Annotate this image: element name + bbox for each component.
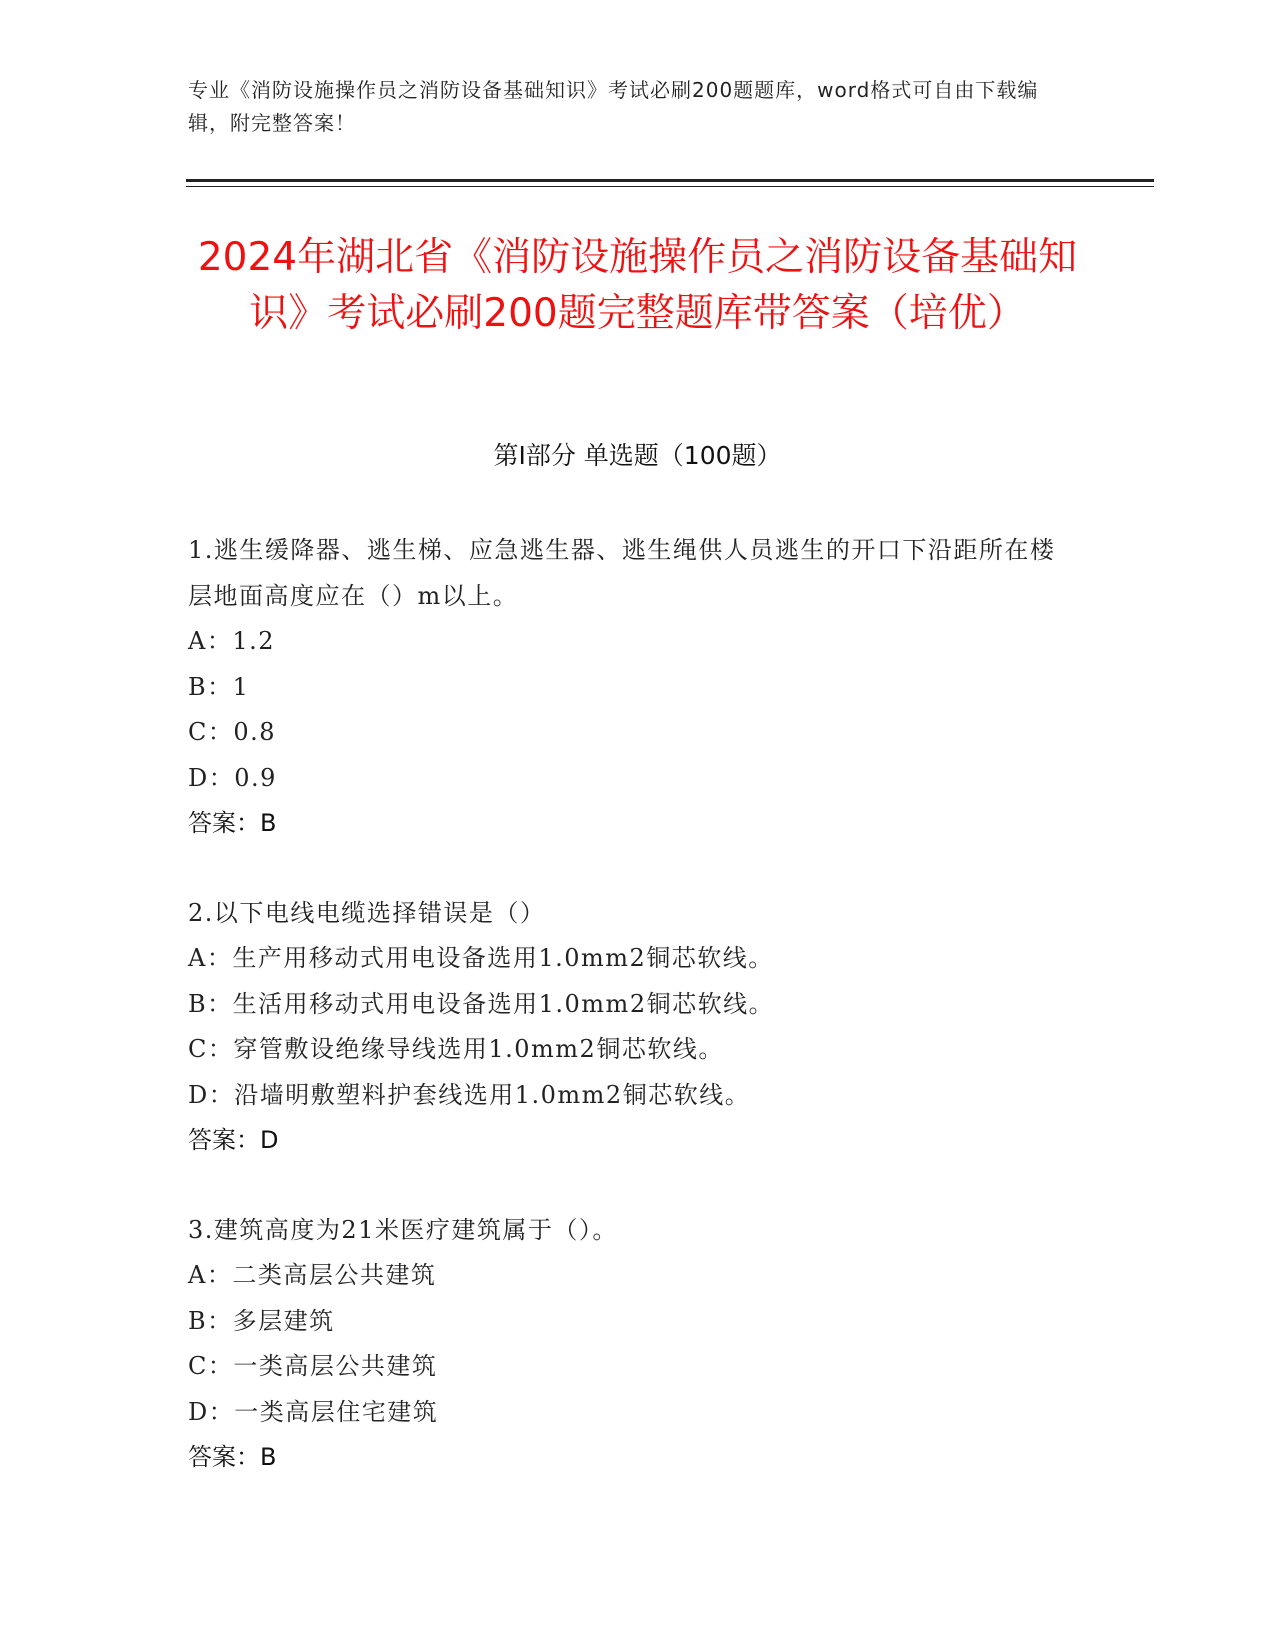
answer: 答案：D xyxy=(188,1126,279,1154)
header-rule-thin xyxy=(186,186,1154,187)
option-d: D：沿墙明敷塑料护套线选用1.0mm2铜芯软线。 xyxy=(188,1080,751,1109)
option-b: B：多层建筑 xyxy=(188,1306,335,1335)
question-2 xyxy=(188,891,1068,1164)
answer: 答案：B xyxy=(188,1443,277,1471)
option-a: A：生产用移动式用电设备选用1.0mm2铜芯软线。 xyxy=(188,944,774,972)
question-stem: 1.逃生缓降器、逃生梯、应急逃生器、逃生绳供人员逃生的开口下沿距所在楼层地面高度应在（）m以上。 xyxy=(188,536,1056,610)
question-stem: 2.以下电线电缆选择错误是（） xyxy=(188,898,546,927)
option-b: B：生活用移动式用电设备选用1.0mm2铜芯软线。 xyxy=(188,989,775,1018)
header-note: 专业《消防设施操作员之消防设备基础知识》考试必刷200题题库，word格式可自由下载编辑，附完整答案！ xyxy=(188,78,1039,135)
question-list xyxy=(188,528,1068,1525)
question-3 xyxy=(188,1208,1068,1481)
option-c: C：一类高层公共建筑 xyxy=(188,1352,438,1380)
answer: 答案：B xyxy=(188,809,277,837)
option-b: B：1 xyxy=(188,672,250,701)
option-a: A：1.2 xyxy=(188,627,275,655)
option-d: D：一类高层住宅建筑 xyxy=(188,1397,439,1426)
option-c: C：穿管敷设绝缘导线选用1.0mm2铜芯软线。 xyxy=(188,1035,724,1063)
question-1 xyxy=(188,528,1068,847)
header-rule-thick xyxy=(186,179,1154,182)
option-c: C：0.8 xyxy=(188,718,277,746)
question-stem: 3.建筑高度为21米医疗建筑属于（）。 xyxy=(188,1215,618,1244)
option-d: D：0.9 xyxy=(188,763,277,792)
section-title: 第I部分 单选题（100题） xyxy=(493,441,782,470)
option-a: A：二类高层公共建筑 xyxy=(188,1261,437,1289)
document-title: 2024年湖北省《消防设施操作员之消防设备基础知识》考试必刷200题完整题库带答案（培优） xyxy=(197,235,1078,336)
